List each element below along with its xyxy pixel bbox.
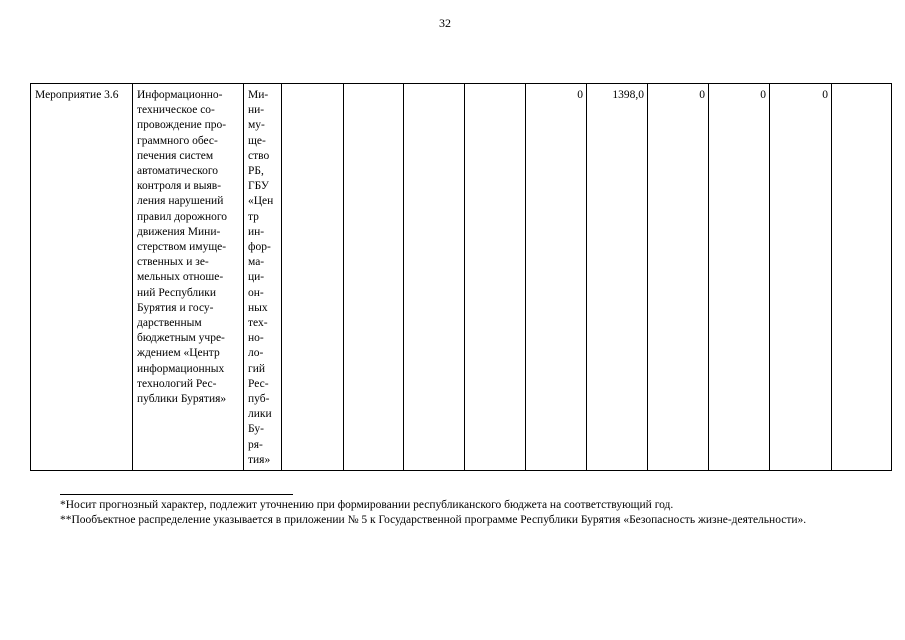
value-cell — [832, 84, 892, 471]
value-cell: 0 — [648, 84, 709, 471]
value-cell — [465, 84, 526, 471]
measure-description-cell: Информационно- техническое со- провождение про- граммного обес- печения систем автоматического контроля и выяв- ления нарушений правил дорожного движения Мини- стерством имуще- ственных и зе- мельных отноше- ний Республики Бурятия и госу- дарственным бюджетным учре- ждением «Центр информационных технологий Рес- публики Бурятия» — [133, 84, 244, 471]
footnote-distribution: **Пообъектное распределение указывается в приложении № 5 к Государственной программе Республики Бурятия «Безопасность жизне-деятельности». — [60, 513, 807, 526]
page-number: 32 — [439, 16, 451, 30]
value-cell: 1398,0 — [587, 84, 648, 471]
value-cell: 0 — [770, 84, 832, 471]
footnote-forecast: *Носит прогнозный характер, подлежит уточнению при формировании республиканского бюджета на соответствующий год. — [60, 499, 674, 511]
value-cell — [404, 84, 465, 471]
value-cell: 0 — [526, 84, 587, 471]
table-row — [31, 84, 892, 471]
footnote-divider — [60, 494, 293, 495]
measure-label-cell: Мероприятие 3.6 — [31, 84, 133, 471]
footnotes — [60, 498, 832, 527]
value-cell: 0 — [709, 84, 770, 471]
value-cell — [282, 84, 344, 471]
program-table — [30, 83, 892, 471]
executor-cell: Ми- ни- му- ще- ство РБ, ГБУ «Цен тр ин- фор- ма- ци- он- ных тех- но- ло- гий Рес- пуб- лики Бу- ря- тия» — [244, 84, 282, 471]
value-cell — [344, 84, 404, 471]
